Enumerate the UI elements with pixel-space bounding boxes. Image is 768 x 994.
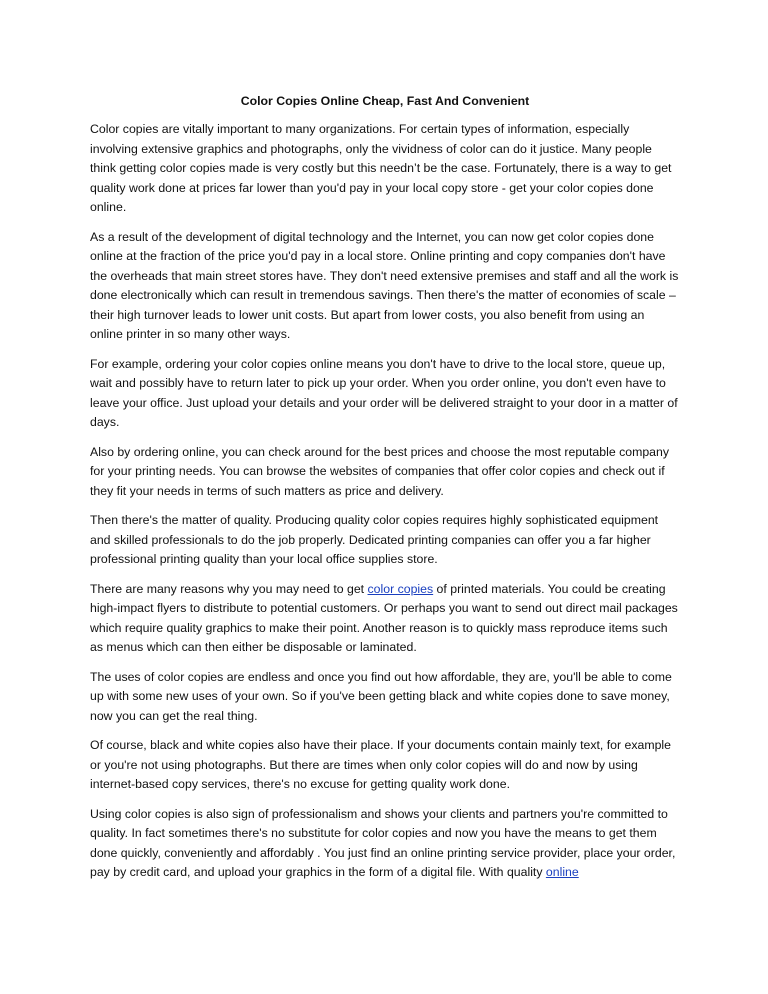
- paragraph-3: For example, ordering your color copies online means you don't have to drive to the local store, queue up, wait and possibly have to return later to pick up your order. When you order online, you don't even have to leave your office. Just upload your details and your order will be delivered straight to your door in a matter of days.: [90, 356, 678, 429]
- paragraph-8: Of course, black and white copies also have their place. If your documents contain mainly text, for example or you're not using photographs. But there are times when only color copies will do and now by using internet-based copy services, there's no excuse for getting quality work done.: [90, 738, 671, 791]
- document-title: Color Copies Online Cheap, Fast And Convenient: [240, 94, 530, 108]
- paragraph-6-text-start: There are many reasons why you may need to get: [90, 581, 368, 596]
- color-copies-link[interactable]: color copies: [367, 581, 434, 596]
- paragraph-4: Also by ordering online, you can check around for the best prices and choose the most reputable company for your printing needs. You can browse the websites of companies that offer color copies and check out if they fit your needs in terms of such matters as price and delivery.: [90, 444, 669, 498]
- paragraph-9-text: Using color copies is also sign of professionalism and shows your clients and partners you're committed to quality. In fact sometimes there's no substitute for color copies and now you have the means to get them done quickly, conveniently and affordably . You just find an online printing service provider, place your order, pay by credit card, and upload your graphics in the form of a digital file. With quality: [90, 806, 676, 879]
- paragraph-6: [90, 580, 680, 658]
- paragraph-7: The uses of color copies are endless and once you find out how affordable, they are, you'll be able to come up with some new uses of your own. So if you've been getting black and white copies done to save money, now you can get the real thing.: [90, 669, 672, 723]
- online-link[interactable]: online: [545, 865, 579, 879]
- paragraph-5: Then there's the matter of quality. Producing quality color copies requires highly sophisticated equipment and skilled professionals to do the job properly. Dedicated printing companies can offer you a far higher professional printing quality than your local office supplies store.: [90, 513, 659, 566]
- document-body: [90, 92, 680, 893]
- paragraph-1: Color copies are vitally important to many organizations. For certain types of information, especially involving extensive graphics and photographs, only the vividness of color can do it justice. Many people think getting color copies made is very costly but this needn’t be the case. Fortunately, there is a way to get quality work done at prices far lower than you'd pay in your local copy store - get your color copies done online.: [90, 122, 672, 214]
- paragraph-6-text-end: of printed materials. You could be creating high-impact flyers to distribute to potential customers. Or perhaps you want to send out direct mail packages which require quality graphics to make their point. Another reason is to quickly mass reproduce items such as menus which can then either be disposable or laminated.: [90, 581, 678, 654]
- paragraph-9: [90, 805, 680, 883]
- paragraph-2: As a result of the development of digital technology and the Internet, you can now get color copies done online at the fraction of the price you'd pay in a local store. Online printing and copy companies don't have the overheads that main street stores have. They don't need extensive premises and staff and all the work is done electronically which can result in tremendous savings. Then there's the matter of economies of scale – their high turnover leads to lower unit costs. But apart from lower costs, you also benefit from using an online printer in so many other ways.: [90, 229, 679, 341]
